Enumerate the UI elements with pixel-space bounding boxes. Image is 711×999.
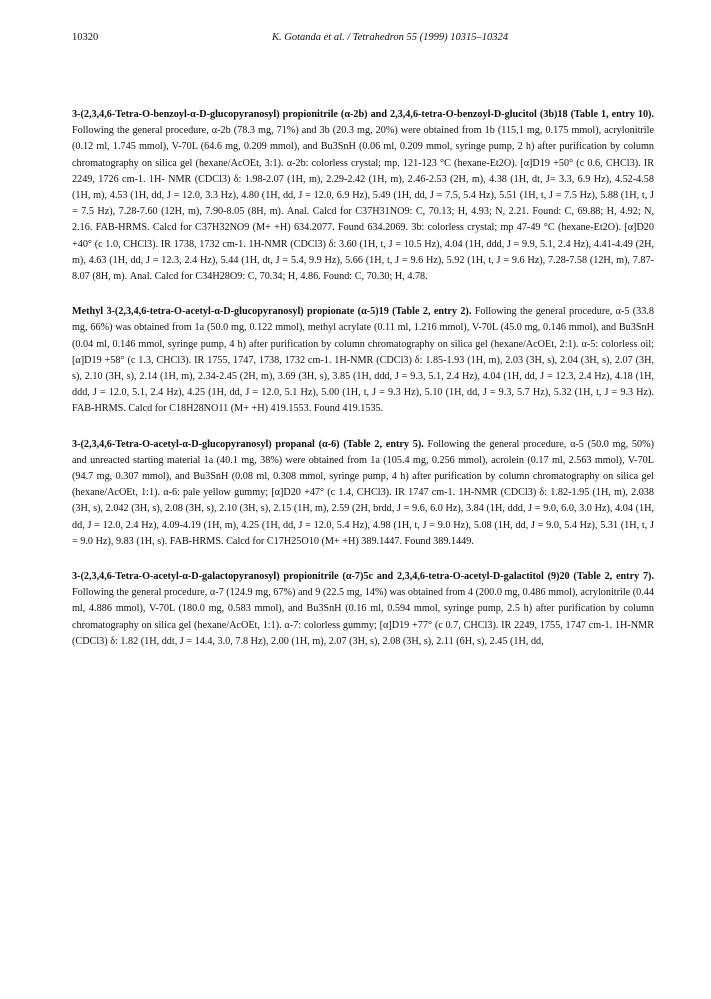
page-number: 10320 bbox=[72, 32, 99, 43]
paragraph-alpha-5 bbox=[72, 304, 654, 417]
paragraph-alpha-7 bbox=[72, 569, 654, 650]
paragraph-text: Following the general procedure, α-5 (33.8 mg, 66%) was obtained from 1a (50.0 mg, 0.122 mmol), methyl acrylate (0.11 ml, 1.216 mmol), V-70L (45.0 mg, 0.146 mmol), and Bu3SnH (0.04 ml, 0.146 mmol, syringe pump, 4 h) after purification by column chromatography on silica gel (hexane/AcOEt, 2:1). α-5: colorless oil; [α]D19 +58° (c 1.3, CHCl3). IR 1755, 1747, 1738, 1732 cm-1. 1H-NMR (CDCl3) δ: 1.85-1.93 (1H, m), 2.03 (3H, s), 2.04 (3H, s), 2.07 (3H, s), 2.10 (3H, s), 2.14 (1H, m), 2.34-2.45 (2H, m), 3.69 (3H, s), 3.85 (1H, ddd, J = 9.3, 5.1, 2.4 Hz), 4.04 (1H, dd, J = 12.3, 2.4 Hz), 4.18 (1H, ddd, J = 12.0, 5.1, 2.4 Hz), 4.25 (1H, dd, J = 12.0, 5.1 Hz), 5.00 (1H, t, J = 9.3 Hz), 5.10 (1H, dd, J = 9.3, 5.7 Hz), 5.32 (1H, t, J = 9.3 Hz). FAB-HRMS. Calcd for C18H28NO11 (M+ +H) 419.1553. Found 419.1535. bbox=[72, 306, 654, 415]
paragraph-alpha-2b bbox=[72, 107, 654, 285]
paragraph-alpha-6 bbox=[72, 437, 654, 550]
running-head: K. Gotanda et al. / Tetrahedron 55 (1999) 10315–10324 bbox=[272, 32, 509, 43]
paragraph-text: Following the general procedure, α-7 (124.9 mg, 67%) and 9 (22.5 mg, 14%) was obtained from 4 (200.0 mg, 0.486 mmol), acrylonitrile (0.44 ml, 4.886 mmol), V-70L (180.0 mg, 0.583 mmol), and Bu3SnH (0.16 ml, 0.594 mmol, syringe pump, 2.5 h) after purification by column chromatography on silica gel (hexane/AcOEt, 1:1). α-7: colorless gummy; [α]D19 +77° (c 0.7, CHCl3). IR 2249, 1755, 1747 cm-1. 1H-NMR (CDCl3) δ: 1.82 (1H, ddt, J = 14.4, 3.0, 7.8 Hz), 2.00 (1H, m), 2.07 (3H, s), 2.08 (3H, s), 2.11 (6H, s), 2.45 (1H, dd, bbox=[72, 587, 654, 647]
paragraph-title: Methyl 3-(2,3,4,6-tetra-O-acetyl-α-D-glucopyranosyl) propionate (α-5)19 (Table 2, entry 2). bbox=[72, 306, 472, 318]
paragraph-title: 3-(2,3,4,6-Tetra-O-acetyl-α-D-glucopyranosyl) propanal (α-6) (Table 2, entry 5). bbox=[72, 438, 424, 450]
paragraph-text: Following the general procedure, α-5 (50.0 mg, 50%) and unreacted starting material 1a (40.1 mg, 38%) were obtained from 1a (105.4 mg, 0.256 mmol), acrolein (0.17 ml, 2.563 mmol), V-70L (94.7 mg, 0.307 mmol), and Bu3SnH (0.08 ml, 0.308 mmol, syringe pump, 4 h) after purification by column chromatography on silica gel (hexane/AcOEt, 1:1). α-6: pale yellow gummy; [α]D20 +47° (c 1.4, CHCl3). IR 1747 cm-1. 1H-NMR (CDCl3) δ: 1.82-1.95 (1H, m), 2.038 (3H, s), 2.042 (3H, s), 2.08 (3H, s), 2.10 (3H, s), 2.15 (1H, m), 2.59 (2H, brdd, J = 9.6, 6.0 Hz), 3.84 (1H, ddd, J = 9.0, 6.0, 3.0 Hz), 4.04 (1H, dd, J = 12.0, 2.4 Hz), 4.09-4.19 (1H, m), 4.25 (1H, dd, J = 12.0, 5.4 Hz), 4.98 (1H, t, J = 9.0 Hz), 5.08 (1H, dd, J = 9.0, 5.4 Hz), 5.31 (1H, t, J = 9.0 Hz), 9.83 (1H, s). FAB-HRMS. Calcd for C17H25O10 (M+ +H) 389.1447. Found 389.1449. bbox=[72, 438, 654, 547]
paragraph-text: Following the general procedure, α-2b (78.3 mg, 71%) and 3b (20.3 mg, 20%) were obtained from 1b (115,1 mg, 0.175 mmol), acrylonitrile (0.12 ml, 1.745 mmol), V-70L (64.6 mg, 0.209 mmol), and Bu3SnH (0.06 ml, 0.209 mmol, syringe pump, 2 h) after purification by column chromatography on silica gel (hexane/AcOEt, 3:1). α-2b: colorless crystal; mp. 121-123 °C (hexane-Et2O). [α]D19 +50° (c 0.6, CHCl3). IR 2249, 1726 cm-1. 1H- NMR (CDCl3) δ: 1.98-2.07 (1H, m), 2.29-2.42 (1H, m), 2.46-2.53 (2H, m), 4.38 (1H, dt, J= 3.3, 6.9 Hz), 4.52-4.58 (1H, m), 4.53 (1H, dd, J = 12.0, 3.3 Hz), 4.80 (1H, dd, J = 12.0, 6.9 Hz), 5.49 (1H, dd, J = 7.5, 5.4 Hz), 5.51 (1H, t, J = 7.5 Hz), 5.88 (1H, t, J = 7.5 Hz), 7.28-7.60 (12H, m), 7.90-8.05 (8H, m). Anal. Calcd for C37H31NO9: C, 70.13; H, 4.93; N, 2.21. Found: C, 69.88; H, 4.92; N, 2.16. FAB-HRMS. Calcd for C37H32NO9 (M+ +H) 634.2077. Found 634.2069. 3b: colorless crystal; mp 47-49 °C (hexane-Et2O). [α]D20 +40° (c 1.0, CHCl3). IR 1738, 1732 cm-1. 1H-NMR (CDCl3) δ: 3.60 (1H, t, J = 10.5 Hz), 4.04 (1H, ddd, J = 9.9, 5.1, 2.4 Hz), 4.41-4.49 (2H, m), 4.63 (1H, dd, J = 12.3, 2.4 Hz), 5.44 (1H, dt, J = 5.4, 9.9 Hz), 5.66 (1H, t, J = 9.6 Hz), 5.92 (1H, t, J = 9.6 Hz), 7.28-7.58 (12H, m), 7.87-8.07 (8H, m). Anal. Calcd for C34H28O9: C, 70.34; H, 4.86. Found: C, 70.30; H, 4.78. bbox=[72, 125, 654, 283]
page-header bbox=[72, 32, 648, 48]
paragraph-title: 3-(2,3,4,6-Tetra-O-acetyl-α-D-galactopyranosyl) propionitrile (α-7)5c and 2,3,4,6-tetra-O-acetyl-D-galactitol (9)20 (Table 2, entry 7). bbox=[72, 571, 654, 583]
article-body bbox=[72, 107, 654, 669]
paragraph-title: 3-(2,3,4,6-Tetra-O-benzoyl-α-D-glucopyranosyl) propionitrile (α-2b) and 2,3,4,6-tetra-O-benzoyl-D-glucitol (3b)18 (Table 1, entry 10). bbox=[72, 109, 654, 120]
